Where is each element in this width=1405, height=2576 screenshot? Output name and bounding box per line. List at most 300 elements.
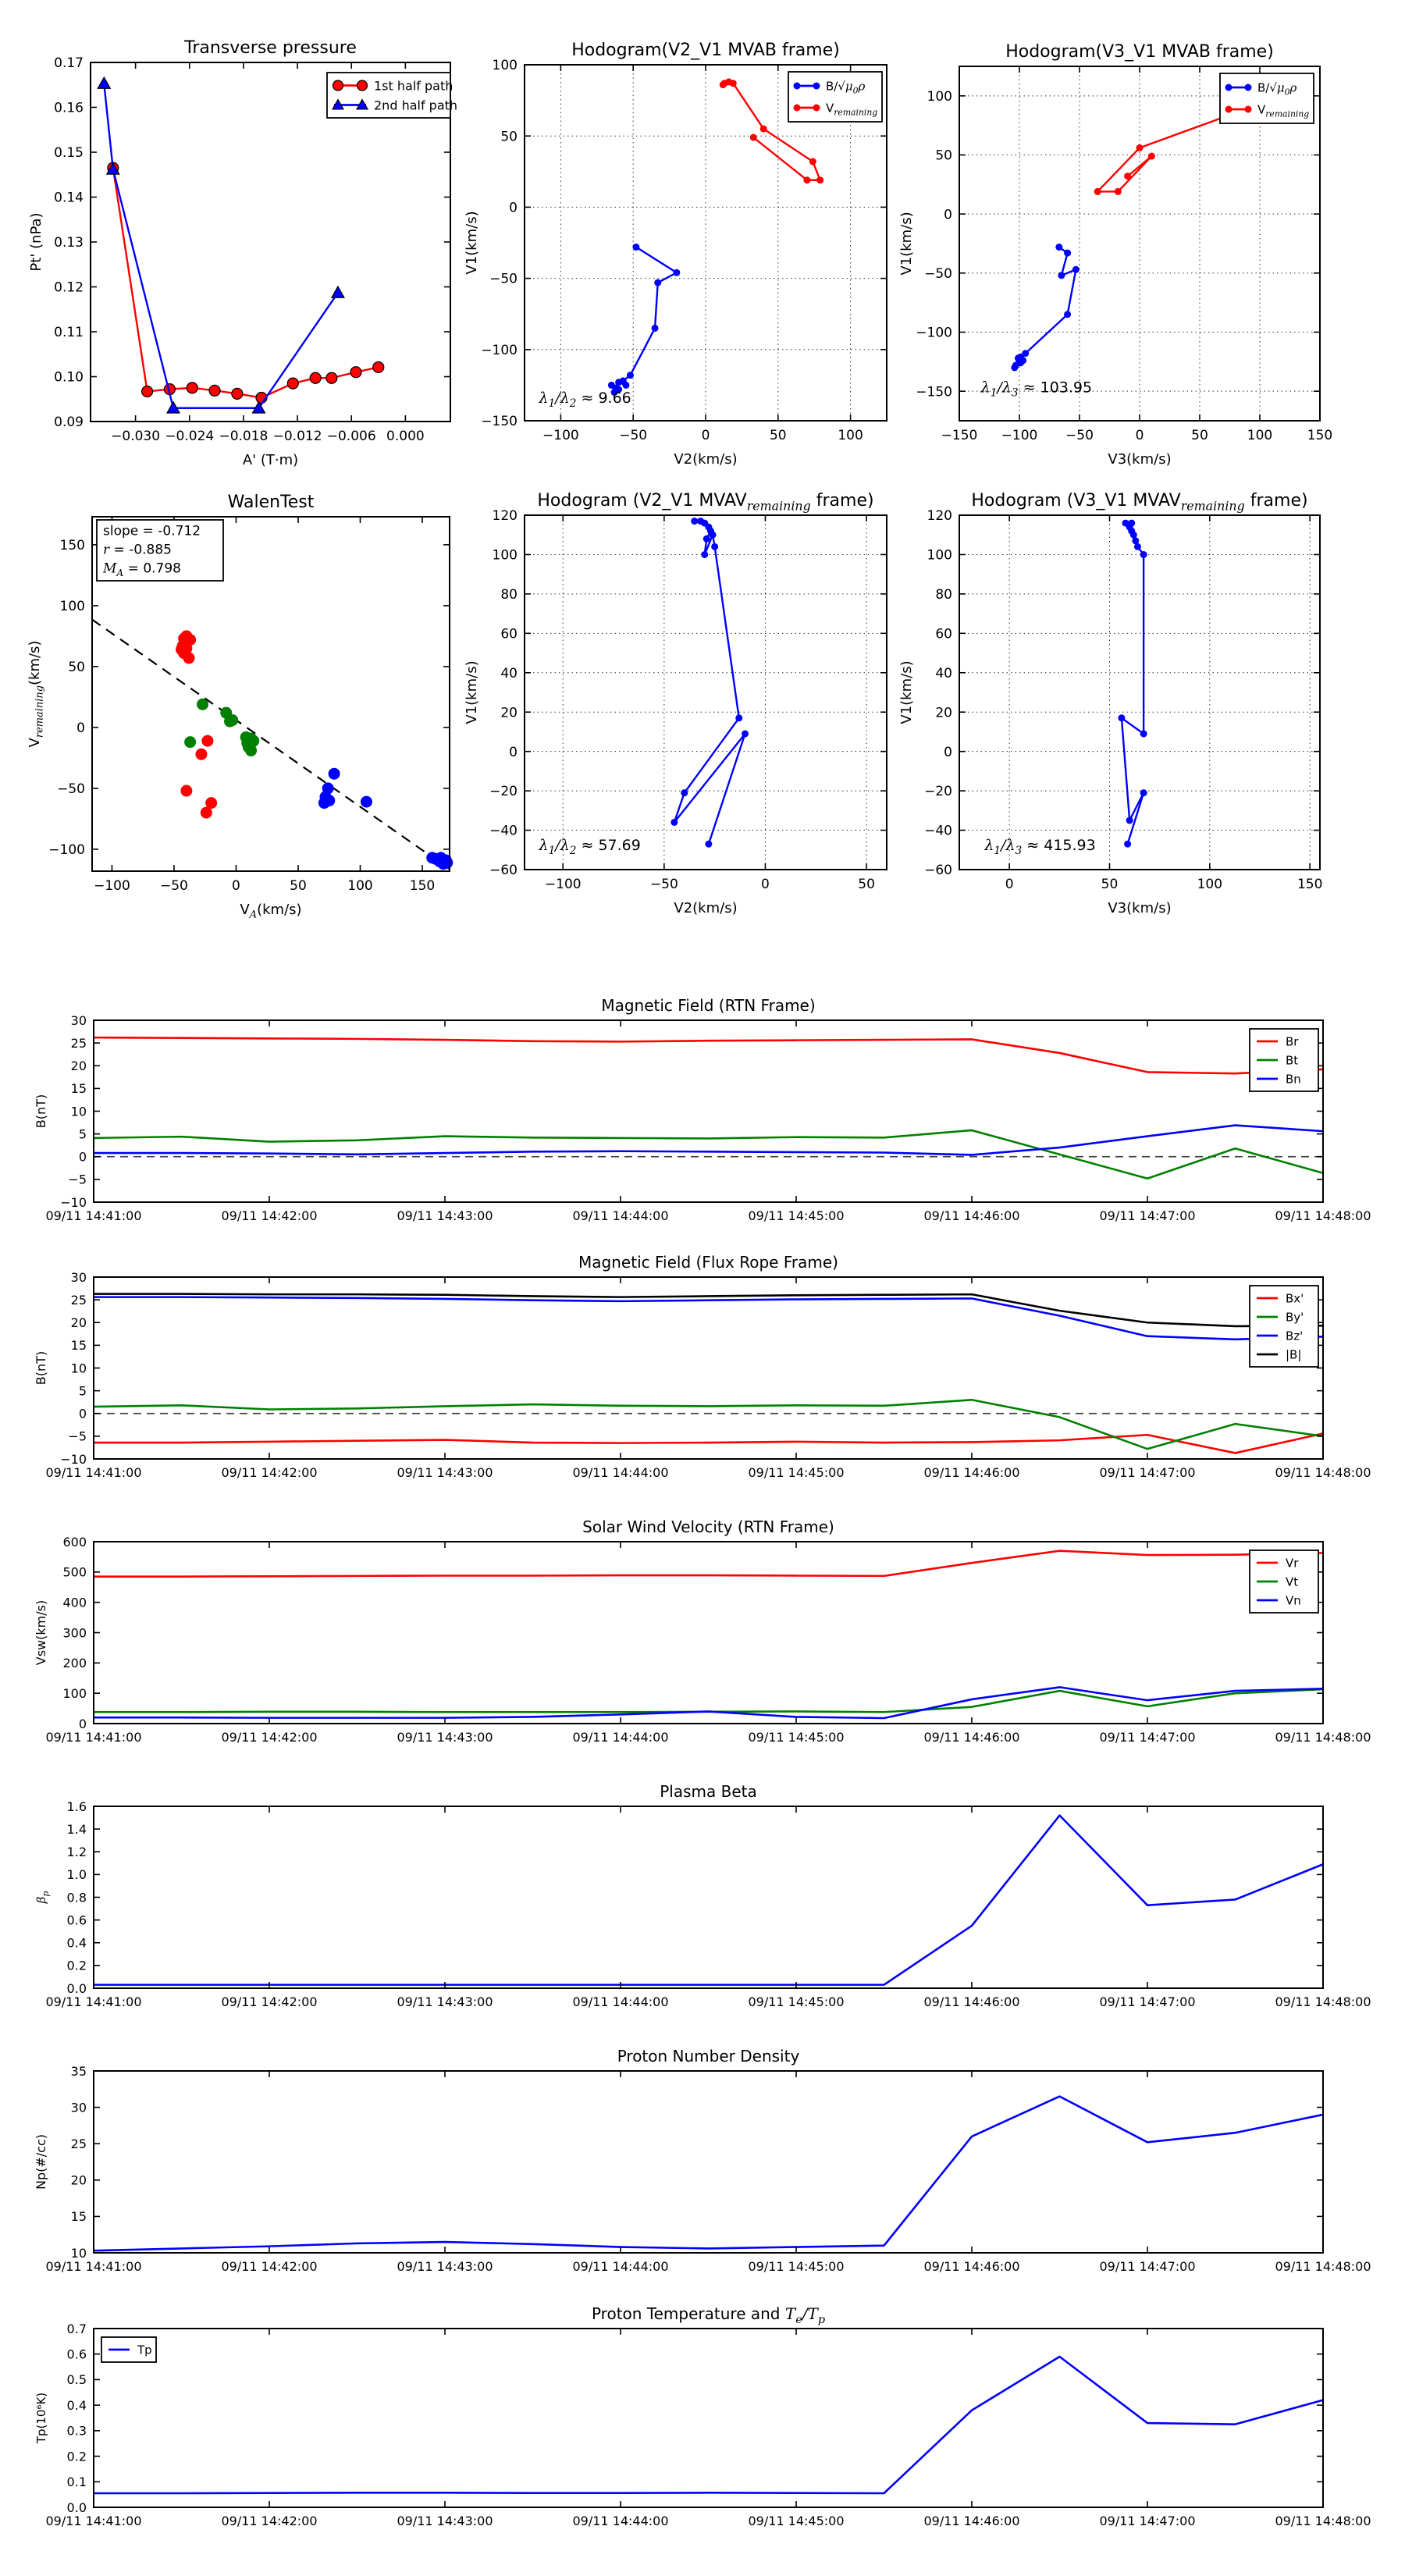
x-tick-label: 09/11 14:44:00: [572, 2259, 669, 2274]
y-tick-label: 0: [509, 744, 518, 760]
data-point-marker: [1064, 311, 1071, 318]
y-tick-label: 0.6: [66, 2347, 87, 2362]
y-tick-label: 50: [935, 148, 952, 164]
x-tick-label: 09/11 14:45:00: [748, 1730, 845, 1745]
y-tick-label: 0.4: [66, 1935, 87, 1951]
x-tick-label: 09/11 14:45:00: [748, 1994, 845, 2009]
y-tick-label: 0.09: [54, 415, 84, 431]
series-B-over-sqrt-mu0rho: [611, 247, 677, 392]
y-tick-label: 20: [70, 1059, 87, 1074]
panel-title: Transverse pressure: [184, 38, 357, 58]
y-tick-label: 20: [935, 705, 952, 721]
y-axis-label: V1(km/s): [464, 211, 480, 275]
lambda-ratio-annotation: $\lambda_1/\lambda_2 \approx 57.69$: [539, 837, 641, 857]
y-tick-label: 15: [70, 2209, 87, 2225]
x-tick-label: 09/11 14:48:00: [1275, 2514, 1371, 2528]
legend-label: Bt: [1286, 1053, 1299, 1068]
series-Bx-prime: [94, 1433, 1323, 1453]
data-point-marker: [1124, 173, 1131, 180]
x-axis-label: V2(km/s): [674, 451, 738, 468]
series-B-over-sqrt-mu0rho: [1015, 247, 1076, 368]
x-tick-label: 50: [290, 878, 307, 894]
panel-solar-wind-velocity-rtn: [34, 1517, 1371, 1745]
data-point-marker: [681, 789, 688, 796]
y-tick-label: 0.6: [66, 1912, 87, 1928]
y-axis-label: B(nT): [34, 1350, 48, 1386]
y-tick-label: 5: [78, 1126, 87, 1142]
data-point-marker: [326, 372, 337, 383]
data-point-marker: [670, 819, 678, 826]
y-tick-label: 0: [509, 200, 518, 216]
data-point-marker: [310, 372, 321, 383]
x-tick-label: 50: [1191, 428, 1208, 443]
series-Bn: [94, 1126, 1323, 1155]
data-point-marker: [1245, 84, 1252, 91]
x-tick-label: 100: [838, 428, 863, 443]
x-tick-label: 09/11 14:46:00: [923, 1208, 1020, 1223]
x-tick-label: 09/11 14:48:00: [1275, 1730, 1371, 1745]
x-tick-label: 09/11 14:46:00: [923, 2259, 1020, 2274]
series-Bz-prime: [94, 1297, 1323, 1340]
y-tick-label: 0.4: [66, 2397, 87, 2413]
axes-frame: [94, 1277, 1323, 1459]
x-tick-label: 100: [1247, 428, 1273, 443]
y-tick-label: 15: [70, 1081, 87, 1097]
y-tick-label: 100: [927, 547, 952, 564]
data-point-marker: [357, 80, 368, 91]
panel-title: WalenTest: [227, 493, 315, 512]
y-tick-label: 150: [59, 538, 85, 554]
y-tick-label: 0.5: [66, 2372, 87, 2388]
y-tick-label: 100: [927, 88, 952, 105]
y-tick-label: 0.12: [54, 279, 84, 296]
y-tick-label: 0.2: [66, 1958, 87, 1973]
legend-label: $B/√\mu_0\rho$: [826, 79, 866, 96]
data-point-marker: [813, 105, 820, 112]
y-tick-label: 500: [62, 1564, 87, 1580]
data-point-marker: [1140, 730, 1147, 737]
data-point-marker: [209, 385, 220, 396]
data-point-marker: [1094, 188, 1101, 195]
y-tick-label: 400: [62, 1595, 87, 1610]
y-tick-label: 80: [500, 587, 518, 603]
x-tick-label: 0.000: [386, 429, 425, 444]
y-tick-label: 15: [70, 1338, 87, 1354]
data-point-marker: [350, 367, 361, 378]
x-tick-label: 09/11 14:47:00: [1099, 1730, 1196, 1745]
data-point-marker: [816, 176, 823, 183]
y-tick-label: 60: [500, 626, 518, 642]
y-tick-label: −50: [924, 265, 952, 282]
data-point-marker: [1140, 789, 1147, 796]
data-point-marker: [691, 518, 698, 525]
data-point-marker: [1225, 84, 1232, 91]
panel-title: Hodogram (V2_V1 $MVAV_{remaining}$ frame): [537, 491, 874, 514]
x-tick-label: 09/11 14:42:00: [221, 1465, 318, 1480]
data-point-marker: [247, 735, 259, 747]
y-tick-label: 200: [62, 1656, 87, 1671]
data-point-marker: [1134, 543, 1141, 550]
x-tick-label: 09/11 14:48:00: [1275, 1994, 1371, 2009]
y-tick-label: 0: [944, 207, 952, 223]
panel-magnetic-field-flux-rope: [34, 1253, 1371, 1480]
series-2nd-half-path: [104, 84, 338, 408]
x-tick-label: 09/11 14:43:00: [397, 1208, 493, 1223]
panel-title: Magnetic Field (Flux Rope Frame): [578, 1253, 838, 1272]
x-axis-label: $V_A(km/s)$: [240, 902, 302, 921]
y-tick-label: 50: [500, 129, 518, 145]
x-tick-label: −0.030: [111, 429, 161, 444]
x-tick-label: −0.018: [219, 429, 269, 444]
data-point-marker: [803, 176, 810, 183]
legend-label: By': [1286, 1310, 1304, 1325]
x-tick-label: −100: [1001, 428, 1038, 443]
data-point-marker: [608, 382, 615, 389]
y-tick-label: 60: [935, 626, 952, 642]
data-point-marker: [1064, 250, 1071, 257]
x-tick-label: 09/11 14:47:00: [1099, 1208, 1196, 1223]
x-tick-label: 09/11 14:42:00: [221, 2514, 318, 2528]
legend-label: Vt: [1286, 1574, 1299, 1589]
panel-hodogram-v3v1-mvab: [898, 42, 1332, 468]
x-tick-label: 09/11 14:45:00: [748, 2259, 845, 2274]
y-axis-label: V1(km/s): [464, 660, 480, 724]
series-Tp: [94, 2357, 1323, 2493]
panel-proton-number-density: [34, 2047, 1371, 2274]
data-point-marker: [705, 841, 712, 848]
data-point-marker: [184, 736, 196, 748]
y-tick-label: 0.10: [54, 369, 84, 386]
axes-frame: [959, 515, 1320, 870]
x-tick-label: −150: [941, 428, 978, 443]
x-tick-label: 09/11 14:45:00: [748, 2514, 845, 2528]
y-tick-label: 0: [944, 744, 952, 760]
data-point-marker: [1011, 364, 1018, 371]
legend-label: 2nd half path: [374, 98, 458, 113]
series-walen-fit-line: [92, 620, 450, 870]
panel-hodogram-v2v1-mvav: [464, 491, 887, 916]
x-tick-label: 150: [1297, 877, 1323, 892]
x-tick-label: −100: [94, 878, 130, 894]
y-tick-label: −150: [916, 384, 952, 400]
legend-label: |B|: [1286, 1347, 1302, 1362]
y-tick-label: 0.17: [54, 55, 84, 72]
x-tick-label: −100: [544, 877, 582, 892]
data-point-marker: [1225, 106, 1232, 113]
x-tick-label: 09/11 14:41:00: [45, 1730, 142, 1745]
data-point-marker: [632, 244, 639, 251]
data-point-marker: [195, 749, 207, 760]
y-tick-label: −20: [489, 784, 518, 800]
y-tick-label: 100: [62, 1685, 87, 1701]
panel-hodogram-v3v1-mvav: [898, 491, 1322, 916]
y-tick-label: −5: [68, 1172, 87, 1187]
axes-frame: [94, 2071, 1323, 2253]
x-tick-label: −50: [649, 877, 678, 892]
data-point-marker: [652, 325, 659, 332]
y-tick-label: 30: [70, 1012, 87, 1028]
x-tick-label: 0: [232, 878, 240, 894]
data-point-marker: [1126, 817, 1133, 824]
data-point-marker: [794, 83, 801, 90]
legend-label: Bz': [1286, 1329, 1304, 1343]
data-point-marker: [287, 378, 298, 389]
y-tick-label: −60: [489, 863, 518, 879]
y-tick-label: 0.1: [66, 2475, 87, 2490]
x-tick-label: 50: [1101, 877, 1119, 892]
y-tick-label: 0.0: [66, 1980, 87, 1996]
y-tick-label: 120: [492, 508, 518, 525]
y-tick-label: −5: [68, 1429, 87, 1444]
x-tick-label: −0.006: [326, 429, 376, 444]
y-tick-label: 0: [78, 1406, 87, 1421]
x-tick-label: 100: [1197, 877, 1223, 892]
series-Br: [94, 1037, 1323, 1073]
series-1st-half-path: [113, 168, 379, 397]
y-axis-label: Pt' (nPa): [28, 212, 44, 272]
data-point-marker: [627, 372, 634, 379]
data-point-marker: [1148, 153, 1155, 160]
y-tick-label: 1.4: [66, 1821, 87, 1837]
y-tick-label: 25: [70, 1035, 87, 1051]
panel-title: Hodogram(V2_V1 MVAB frame): [571, 41, 840, 60]
series-B-over-sqrt-mu0rho: [1122, 523, 1144, 844]
data-point-marker: [98, 77, 110, 88]
y-tick-label: −100: [481, 342, 518, 358]
x-tick-label: 0: [761, 877, 770, 892]
legend-label: $V_{remaining}$: [1257, 102, 1310, 119]
y-axis-label: Np(#/cc): [34, 2134, 48, 2190]
y-axis-label: $\beta_p$: [34, 1891, 51, 1904]
data-point-marker: [750, 134, 757, 141]
x-tick-label: −0.024: [165, 429, 215, 444]
panel-proton-temperature: [34, 2304, 1371, 2528]
x-tick-label: 0: [701, 428, 710, 443]
y-tick-label: 40: [935, 665, 952, 681]
y-tick-label: 0.16: [54, 100, 84, 116]
data-point-marker: [721, 80, 728, 87]
x-axis-label: V2(km/s): [674, 900, 738, 916]
series-Vn: [94, 1687, 1323, 1718]
data-point-marker: [1115, 188, 1122, 195]
y-tick-label: 0.14: [54, 190, 84, 206]
x-tick-label: 09/11 14:41:00: [45, 1465, 142, 1480]
y-tick-label: 0: [78, 1716, 87, 1731]
y-tick-label: 0.15: [54, 145, 84, 162]
y-tick-label: 100: [59, 599, 85, 615]
y-tick-label: −60: [924, 863, 952, 879]
x-tick-label: 0: [1005, 877, 1014, 892]
x-tick-label: −0.012: [272, 429, 322, 444]
y-tick-label: 0.8: [66, 1890, 87, 1905]
y-axis-label: V1(km/s): [898, 660, 915, 724]
x-tick-label: 09/11 14:44:00: [572, 1465, 669, 1480]
x-tick-label: 09/11 14:44:00: [572, 1208, 669, 1223]
x-tick-label: 09/11 14:48:00: [1275, 2259, 1371, 2274]
y-tick-label: −100: [916, 325, 952, 341]
y-tick-label: 0.0: [66, 2500, 87, 2515]
y-tick-label: 10: [70, 1104, 87, 1119]
y-tick-label: −40: [489, 823, 518, 839]
fit-stat-line: $M_A = 0.798$: [103, 560, 181, 579]
data-point-marker: [197, 699, 208, 710]
y-tick-label: 1.0: [66, 1867, 87, 1883]
y-tick-label: 35: [70, 2063, 87, 2079]
y-tick-label: 300: [62, 1625, 87, 1641]
y-tick-label: 0: [78, 1149, 87, 1165]
data-point-marker: [1072, 266, 1080, 273]
series-V-remaining: [1097, 117, 1224, 191]
data-point-marker: [373, 361, 384, 372]
y-tick-label: 1.2: [66, 1845, 87, 1860]
y-tick-label: 100: [492, 58, 518, 74]
x-tick-label: 09/11 14:47:00: [1099, 1994, 1196, 2009]
x-axis-label: V3(km/s): [1108, 451, 1172, 468]
x-tick-label: 09/11 14:42:00: [221, 1730, 318, 1745]
x-tick-label: 09/11 14:43:00: [397, 1465, 493, 1480]
x-tick-label: 09/11 14:41:00: [45, 1208, 142, 1223]
x-tick-label: −50: [619, 428, 648, 443]
x-tick-label: −50: [160, 878, 188, 894]
legend-label: Tp: [137, 2343, 152, 2357]
legend-label: Br: [1286, 1034, 1299, 1049]
y-axis-label: V1(km/s): [898, 212, 915, 276]
y-tick-label: 600: [62, 1534, 87, 1550]
data-point-marker: [183, 652, 195, 664]
y-tick-label: 0.11: [54, 325, 84, 341]
panel-magnetic-field-rtn: [34, 996, 1371, 1223]
x-tick-label: 09/11 14:43:00: [397, 2259, 493, 2274]
data-point-marker: [703, 535, 710, 543]
data-point-marker: [1136, 144, 1144, 151]
y-tick-label: 0.13: [54, 235, 84, 251]
x-tick-label: 150: [1307, 428, 1333, 443]
lambda-ratio-annotation: $\lambda_1/\lambda_3 \approx 415.93$: [984, 837, 1096, 857]
x-tick-label: 09/11 14:46:00: [923, 1994, 1020, 2009]
data-point-marker: [742, 730, 749, 737]
y-tick-label: 20: [70, 2172, 87, 2188]
y-tick-label: 10: [70, 1361, 87, 1376]
x-tick-label: 09/11 14:41:00: [45, 2259, 142, 2274]
panel-transverse-pressure: [28, 38, 457, 468]
x-tick-label: 09/11 14:42:00: [221, 1994, 318, 2009]
legend-label: Bx': [1286, 1291, 1304, 1306]
fit-stat-line: r = -0.885: [103, 542, 172, 558]
data-point-marker: [1118, 714, 1125, 721]
panel-hodogram-v2v1-mvab: [464, 41, 887, 468]
data-point-marker: [1055, 244, 1062, 251]
x-tick-label: 09/11 14:42:00: [221, 2259, 318, 2274]
data-point-marker: [813, 83, 820, 90]
data-point-marker: [318, 797, 330, 809]
y-tick-label: −10: [60, 1194, 87, 1210]
axes-frame: [94, 2329, 1323, 2507]
x-tick-label: 09/11 14:44:00: [572, 2514, 669, 2528]
data-point-marker: [232, 388, 243, 399]
x-tick-label: 100: [347, 878, 373, 894]
data-point-marker: [201, 807, 212, 819]
data-point-marker: [730, 80, 737, 87]
y-tick-label: 50: [68, 660, 85, 676]
y-tick-label: −40: [924, 823, 952, 839]
panel-title: Magnetic Field (RTN Frame): [601, 996, 816, 1015]
y-tick-label: 40: [500, 665, 518, 681]
y-tick-label: 30: [70, 2100, 87, 2115]
series-Np: [94, 2097, 1323, 2251]
panel-walen-test: [27, 493, 453, 921]
data-point-marker: [226, 714, 238, 726]
y-tick-label: 0.2: [66, 2449, 87, 2464]
data-point-marker: [1245, 106, 1252, 113]
y-tick-label: −10: [60, 1451, 87, 1467]
data-point-marker: [760, 126, 767, 133]
x-tick-label: 09/11 14:45:00: [748, 1208, 845, 1223]
axes-frame: [525, 515, 887, 870]
legend-label: $B/√\mu_0\rho$: [1257, 80, 1297, 98]
x-tick-label: 09/11 14:46:00: [923, 1730, 1020, 1745]
y-tick-label: −100: [48, 842, 85, 859]
x-tick-label: 09/11 14:42:00: [221, 1208, 318, 1223]
x-tick-label: −100: [542, 428, 579, 443]
y-tick-label: 120: [927, 508, 952, 525]
x-tick-label: 09/11 14:43:00: [397, 1730, 493, 1745]
y-axis-label: B(nT): [34, 1094, 48, 1129]
y-tick-label: 100: [492, 547, 518, 564]
panel-title: Hodogram(V3_V1 MVAB frame): [1005, 42, 1274, 62]
data-point-marker: [187, 382, 197, 393]
lambda-ratio-annotation: $\lambda_1/\lambda_3 \approx 103.95$: [980, 379, 1093, 400]
panel-title: Plasma Beta: [660, 1782, 757, 1801]
panel-title: Solar Wind Velocity (RTN Frame): [582, 1517, 834, 1536]
data-point-marker: [809, 158, 816, 165]
y-tick-label: 80: [935, 587, 952, 603]
x-tick-label: −50: [1065, 428, 1094, 443]
x-tick-label: 09/11 14:44:00: [572, 1994, 669, 2009]
panel-title: Proton Temperature and $T_e/T_p$: [591, 2304, 826, 2327]
data-point-marker: [622, 382, 629, 389]
data-point-marker: [673, 269, 680, 276]
y-tick-label: −150: [481, 414, 518, 430]
panel-title: Hodogram (V3_V1 $MVAV_{remaining}$ frame): [971, 491, 1308, 514]
x-tick-label: 09/11 14:43:00: [397, 1994, 493, 2009]
legend-label: Vr: [1286, 1556, 1299, 1571]
x-tick-label: 09/11 14:47:00: [1099, 2259, 1196, 2274]
data-point-marker: [710, 532, 717, 539]
x-tick-label: 09/11 14:43:00: [397, 2514, 493, 2528]
x-tick-label: 0: [1135, 428, 1144, 443]
legend-label: $V_{remaining}$: [826, 101, 878, 118]
x-tick-label: 09/11 14:41:00: [45, 1994, 142, 2009]
data-point-marker: [794, 105, 801, 112]
series-B-magnitude: [94, 1294, 1323, 1326]
x-tick-label: 50: [858, 877, 875, 892]
x-tick-label: 09/11 14:44:00: [572, 1730, 669, 1745]
y-tick-label: 0: [76, 720, 85, 737]
data-point-marker: [441, 857, 453, 869]
panel-plasma-beta: [34, 1782, 1371, 2009]
y-axis-label: Tp(10⁶K): [34, 2392, 48, 2444]
x-tick-label: 09/11 14:45:00: [748, 1465, 845, 1480]
y-tick-label: 0.7: [66, 2321, 87, 2336]
data-point-marker: [711, 543, 718, 550]
legend-label: Vn: [1286, 1593, 1301, 1608]
y-tick-label: 10: [70, 2245, 87, 2261]
series-beta-p: [94, 1816, 1323, 1985]
series-Vt: [94, 1689, 1323, 1712]
x-tick-label: 09/11 14:48:00: [1275, 1208, 1371, 1223]
y-tick-label: 30: [70, 1269, 87, 1285]
x-tick-label: 09/11 14:46:00: [923, 2514, 1020, 2528]
